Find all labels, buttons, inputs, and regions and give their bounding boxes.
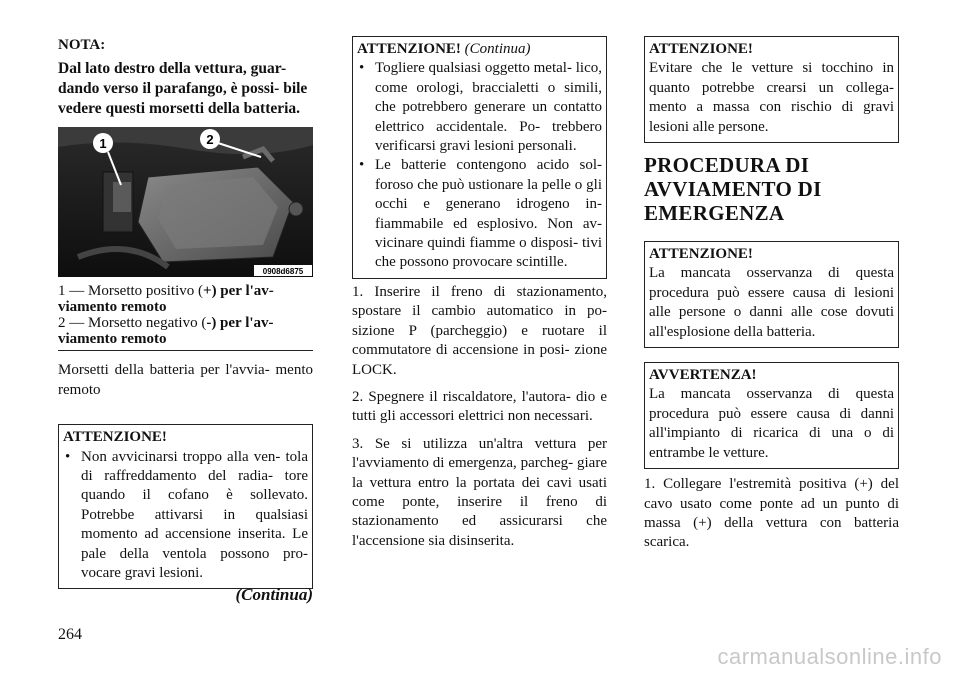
warning-box-explosion <box>644 241 899 348</box>
column-right <box>644 36 899 553</box>
caption-line-2 <box>58 315 313 347</box>
warning-box-contact <box>644 36 899 143</box>
warning-item: • Le batterie contengono acido sol- foroso che può ustionare la pelle o gli occhi e generano idrogeno in- fiammabile ed esplosivo. Non av- vicinare quindi fiamme o disposi- tivi che possono provocare scintille. <box>357 156 602 272</box>
caption-1-bold: ) per l'av- viamento remoto <box>58 283 274 316</box>
image-code: 0908d6875 <box>262 267 304 277</box>
step-1: 1. Inserire il freno di stazionamento, spostare il cambio automatico in po- sizione P (parcheggio) e ruotare il commutatore di accensione in posi- zione LOCK. <box>352 283 607 378</box>
callout-1: 1 <box>99 136 107 152</box>
caution-title: AVVERTENZA! <box>649 367 757 384</box>
column-left <box>58 36 313 605</box>
battery-terminals-photo <box>58 127 313 277</box>
photo-caption <box>58 283 313 351</box>
caption-1-text: 1 — Morsetto positivo ( <box>58 283 203 300</box>
warning-item: • Non avvicinarsi troppo alla ven- tola di raffreddamento del radia- tore quando il cofano è sollevato. Potrebbe attivarsi in qualsiasi momento ad accensione inserita. Le pale della ventola possono pro- vocare gravi lesioni. <box>63 448 308 584</box>
note-title: NOTA: <box>58 37 106 53</box>
heading-line: AVVIAMENTO DI <box>644 177 822 202</box>
warning-box-continued <box>352 36 607 279</box>
caption-1-symbol: + <box>203 283 212 300</box>
warning-item: • Togliere qualsiasi oggetto metal- lico, come orologi, braccialetti o simili, che potrebbero generare un contatto elettrico accidentale. Po- trebbero verificarsi gravi lesioni personali. <box>357 59 602 156</box>
body-text: Morsetti della batteria per l'avvia- mento remoto <box>58 362 313 398</box>
warning-title: ATTENZIONE! <box>63 429 167 446</box>
warning-box-fan <box>58 424 313 589</box>
caption-2-symbol: - <box>206 315 212 332</box>
caption-2-text: 2 — Morsetto negativo ( <box>58 315 207 332</box>
caption-line-1 <box>58 283 313 315</box>
page-number: 264 <box>58 626 82 643</box>
callout-2: 2 <box>206 132 214 148</box>
warning-text: Evitare che le vetture si tocchino in quanto potrebbe crearsi un collega- mento a massa con rischio di gravi lesioni alle persone. <box>649 60 894 135</box>
watermark: carmanualsonline.info <box>717 644 942 669</box>
warning-title: ATTENZIONE! <box>649 41 753 57</box>
step-1-connect: 1. Collegare l'estremità positiva (+) del cavo usato come ponte ad un punto di massa (+) della vettura con batteria scarica. <box>644 476 899 551</box>
warning-text: La mancata osservanza di questa procedura può essere causa di lesioni alle persone o danni alle cose dovuti all'esplosione della batteria. <box>649 265 894 340</box>
continued-label: (Continua) <box>235 585 313 605</box>
caution-text: La mancata osservanza di questa procedura può essere causa di danni all'impianto di ricarica di una o di entrambe le vetture. <box>649 386 894 461</box>
step-2: 2. Spegnere il riscaldatore, l'autora- dio e tutti gli accessori elettrici non necessari. <box>352 388 607 425</box>
heading-line: EMERGENZA <box>644 201 785 226</box>
warning-continued: (Continua) <box>464 41 531 57</box>
note-text: Dal lato destro della vettura, guar- dando verso il parafango, è possi- bile vedere questi morsetti della batteria. <box>58 60 308 118</box>
heading-line: PROCEDURA DI <box>644 153 810 178</box>
section-heading <box>644 153 899 225</box>
step-3: 3. Se si utilizza un'altra vettura per l'avviamento di emergenza, parcheg- giare la vettura entro la portata dei cavi usati come ponte, inserire il freno di stazionamento ed assicurarsi che l'accensione sia disinserita. <box>352 435 607 549</box>
engine-bay-illustration <box>58 127 313 277</box>
warning-heading <box>357 40 602 59</box>
warning-title: ATTENZIONE! <box>649 246 753 263</box>
warning-title: ATTENZIONE! <box>357 41 461 57</box>
caption-2-bold: ) per l'av- viamento remoto <box>58 315 274 348</box>
caution-box <box>644 362 899 469</box>
column-middle <box>352 36 607 551</box>
